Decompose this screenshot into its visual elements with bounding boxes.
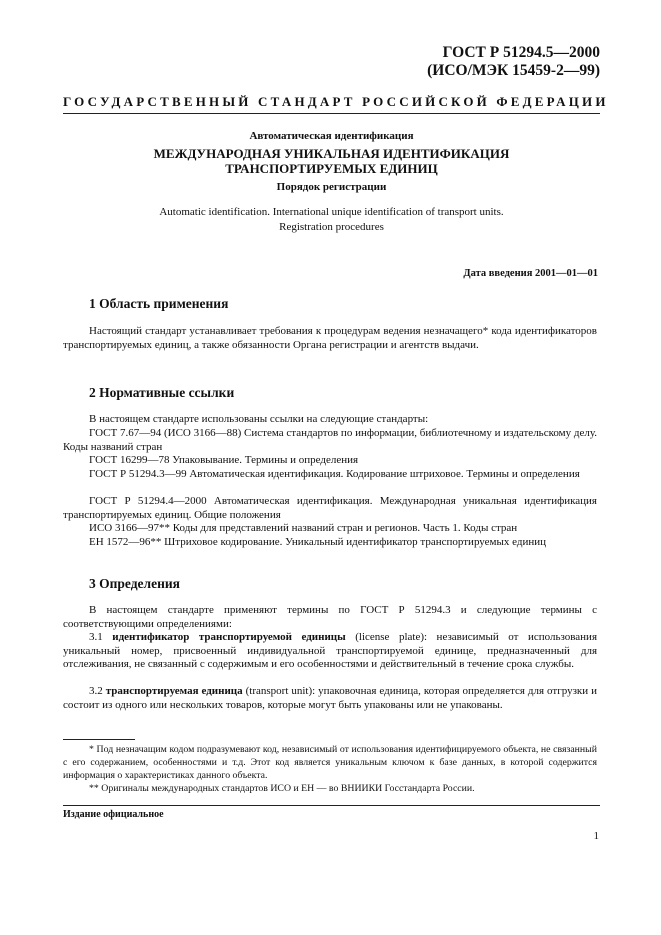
definition-number: 3.2 <box>89 685 106 697</box>
definition-3-1 <box>63 631 597 672</box>
english-title-line2: Registration procedures <box>279 221 384 233</box>
reference-item: ГОСТ 16299—78 Упаковывание. Термины и определения <box>89 454 359 466</box>
subject-heading: Автоматическая идентификация <box>249 130 414 142</box>
english-title <box>63 205 600 235</box>
main-title-line2: ТРАНСПОРТИРУЕМЫХ ЕДИНИЦ <box>225 161 438 176</box>
state-standard-title: ГОСУДАРСТВЕННЫЙ СТАНДАРТ РОССИЙСКОЙ ФЕДЕРАЦИИ <box>63 94 609 109</box>
edition-label: Издание официальное <box>63 809 164 820</box>
procedure-subtitle: Порядок регистрации <box>276 181 387 193</box>
english-title-line1: Automatic identification. International unique identification of transport units. <box>159 206 504 218</box>
section1-heading: 1 Область применения <box>89 296 229 311</box>
reference-item: ГОСТ 7.67—94 (ИСО 3166—88) Система стандартов по информации, библиотечному и издательскому делу. Коды названий стран <box>63 427 597 453</box>
definition-text: (transport unit): упаковочная единица, которая определяется для отгрузки и состоит из одного или нескольких товаров, которые могут быть упакованы или не упакованы. <box>63 685 597 711</box>
main-title-line1: МЕЖДУНАРОДНАЯ УНИКАЛЬНАЯ ИДЕНТИФИКАЦИЯ <box>153 146 510 161</box>
reference-item: ЕН 1572—96** Штриховое кодирование. Уникальный идентификатор транспортируемых единиц <box>89 536 547 548</box>
footnote-divider <box>63 739 135 740</box>
document-number <box>427 44 600 80</box>
definition-3-2 <box>63 685 597 712</box>
introduction-date: Дата введения 2001—01—01 <box>463 268 598 279</box>
header-divider <box>63 113 600 114</box>
section1-text: Настоящий стандарт устанавливает требования к процедурам ведения незначащего* кода идентификаторов транспортируемых единиц, а также обязанности Органа регистрации и агентств выдачи. <box>63 325 597 351</box>
footer-divider <box>63 805 600 806</box>
definition-term: транспортируемая единица <box>105 685 243 697</box>
definition-number: 3.1 <box>89 631 113 643</box>
reference-item: ГОСТ Р 51294.4—2000 Автоматическая идентификация. Международная уникальная идентификация транспортируемых единиц. Общие положения <box>63 495 597 521</box>
definition-text: (license plate): независимый от использования уникальный номер, присвоенный индивидуальной транспортируемой единице, предназначенный для отслеживания, не связанный с содержимым и его особенностями и действительный в течение срока службы. <box>63 631 598 670</box>
section2-heading: 2 Нормативные ссылки <box>89 385 235 400</box>
section2-intro: В настоящем стандарте использованы ссылки на следующие стандарты: <box>89 413 429 425</box>
section3-intro: В настоящем стандарте применяют термины по ГОСТ Р 51294.3 и следующие термины с соответствующими определениями: <box>63 604 597 630</box>
main-title <box>63 146 600 176</box>
reference-item: ГОСТ Р 51294.3—99 Автоматическая идентификация. Кодирование штриховое. Термины и определения <box>89 468 580 480</box>
reference-item: ИСО 3166—97** Коды для представлений названий стран и регионов. Часть 1. Коды стран <box>89 522 518 534</box>
definition-term: идентификатор транспортируемой единицы <box>112 631 346 643</box>
footnote-1: * Под незначащим кодом подразумевают код, независимый от использования идентифицируемого объекта, не связанный с его содержанием, особенностями и т.д. Этот код является уникальным ключом к базе данных, в которой содержится информация о характеристиках данного объекта. <box>63 744 597 781</box>
footnote-2: ** Оригиналы международных стандартов ИСО и ЕН — во ВНИИКИ Госстандарта России. <box>89 783 475 794</box>
page-number: 1 <box>593 830 599 842</box>
iso-number: (ИСО/МЭК 15459-2—99) <box>427 62 600 79</box>
section3-heading: 3 Определения <box>89 576 180 591</box>
gost-number: ГОСТ Р 51294.5—2000 <box>442 44 600 61</box>
